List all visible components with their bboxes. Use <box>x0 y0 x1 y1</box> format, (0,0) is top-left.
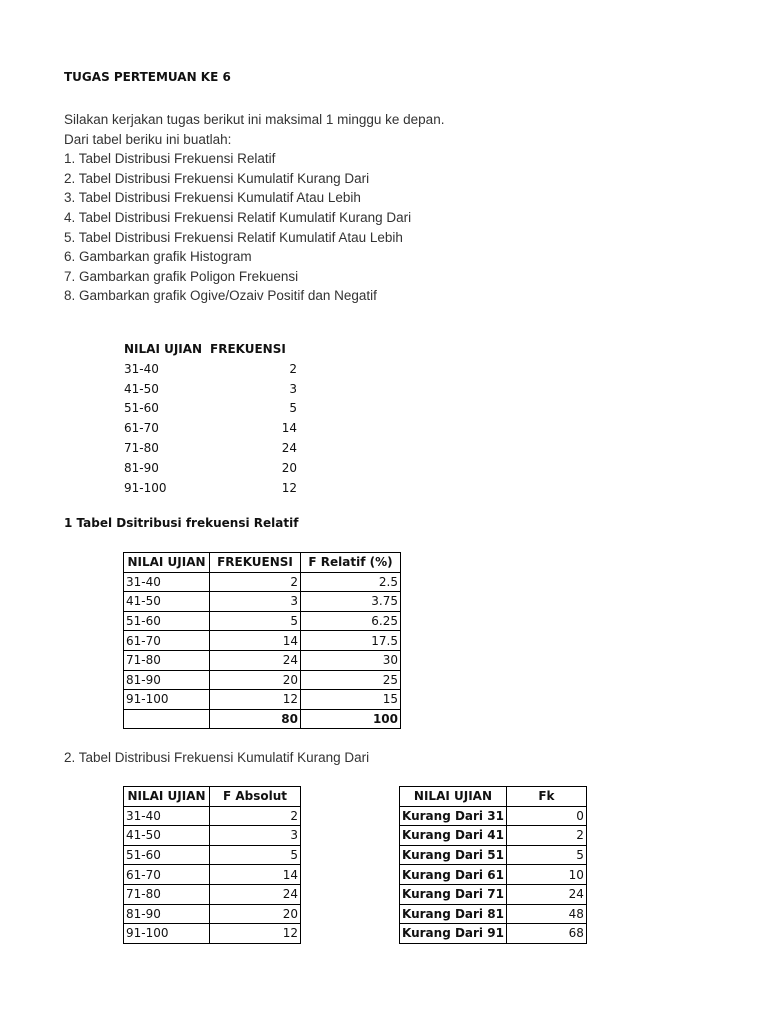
table-row <box>400 865 587 885</box>
cell-absolute: 14 <box>210 865 301 885</box>
cell-relative: 17.5 <box>301 631 401 651</box>
table-row <box>124 419 300 439</box>
cell-boundary: Kurang Dari 81 <box>400 904 507 924</box>
table-row <box>124 865 301 885</box>
table-row <box>124 479 300 499</box>
table-row <box>124 631 401 651</box>
cell-range: 61-70 <box>124 631 210 651</box>
instruction-line: Silakan kerjakan tugas berikut ini maksimal 1 minggu ke depan. <box>64 112 445 127</box>
instruction-line: 7. Gambarkan grafik Poligon Frekuensi <box>64 268 299 284</box>
cell-absolute: 12 <box>210 924 301 944</box>
table-row <box>400 904 587 924</box>
cell-frequency: 20 <box>281 460 297 475</box>
cell-cumulative: 24 <box>506 884 586 904</box>
cell-range: 51-60 <box>124 845 210 865</box>
table-row <box>124 459 300 479</box>
cell-range: 81-90 <box>124 460 159 475</box>
instruction-line: 5. Tabel Distribusi Frekuensi Relatif Kumulatif Atau Lebih <box>64 229 403 245</box>
cell-frequency: 14 <box>281 421 297 436</box>
cell-range: 91-100 <box>124 690 210 710</box>
cell-total-frequency: 80 <box>210 709 301 729</box>
cell-absolute: 24 <box>210 884 301 904</box>
cell-boundary: Kurang Dari 71 <box>400 884 507 904</box>
table-row <box>124 806 301 826</box>
cell-cumulative: 5 <box>506 845 586 865</box>
header-frekuensi: FREKUENSI <box>210 342 286 356</box>
header-nilai-ujian: NILAI UJIAN <box>124 553 210 573</box>
instruction-line: 8. Gambarkan grafik Ogive/Ozaiv Positif dan Negatif <box>64 288 377 304</box>
header-nilai-ujian: NILAI UJIAN <box>400 787 507 807</box>
cell-range: 81-90 <box>124 670 210 690</box>
cell-boundary: Kurang Dari 31 <box>400 806 507 826</box>
cell-absolute: 20 <box>210 904 301 924</box>
cell-range: 61-70 <box>124 421 159 436</box>
table-header-row <box>400 787 587 807</box>
instruction-line: 1. Tabel Distribusi Frekuensi Relatif <box>64 151 276 167</box>
cell-range: 51-60 <box>124 401 159 416</box>
cell-relative: 6.25 <box>301 611 401 631</box>
table-total-row <box>124 709 401 729</box>
cell-range: 81-90 <box>124 904 210 924</box>
cell-range: 71-80 <box>124 884 210 904</box>
header-fk: Fk <box>506 787 586 807</box>
table-row <box>124 690 401 710</box>
cell-frequency: 5 <box>289 401 297 416</box>
cell-range: 61-70 <box>124 865 210 885</box>
table-row <box>124 650 401 670</box>
cell-frequency: 3 <box>289 381 297 396</box>
table-row <box>400 806 587 826</box>
cell-total-relative: 100 <box>301 709 401 729</box>
header-f-absolut: F Absolut <box>210 787 301 807</box>
table-row <box>124 360 300 380</box>
table-row <box>124 399 300 419</box>
table-row <box>124 904 301 924</box>
cell-cumulative: 10 <box>506 865 586 885</box>
cell-frequency: 14 <box>210 631 301 651</box>
instruction-line: 3. Tabel Distribusi Frekuensi Kumulatif Atau Lebih <box>64 190 361 206</box>
cell-range: 51-60 <box>124 611 210 631</box>
cell-range: 91-100 <box>124 924 210 944</box>
cell-total-label <box>124 709 210 729</box>
table-row <box>124 439 300 459</box>
cumulative-less-than-table <box>399 786 587 944</box>
table-row <box>400 845 587 865</box>
table-header-row <box>124 340 300 360</box>
relative-frequency-table <box>123 552 401 729</box>
cell-boundary: Kurang Dari 51 <box>400 845 507 865</box>
table-row <box>124 611 401 631</box>
cell-absolute: 3 <box>210 826 301 846</box>
document-title: TUGAS PERTEMUAN KE 6 <box>64 70 231 84</box>
cell-boundary: Kurang Dari 61 <box>400 865 507 885</box>
section-2-heading: 2. Tabel Distribusi Frekuensi Kumulatif Kurang Dari <box>64 750 370 765</box>
cell-relative: 25 <box>301 670 401 690</box>
header-nilai-ujian: NILAI UJIAN <box>124 787 210 807</box>
cell-range: 71-80 <box>124 440 159 455</box>
cell-frequency: 2 <box>289 361 297 376</box>
table-header-row <box>124 787 301 807</box>
cell-relative: 3.75 <box>301 592 401 612</box>
table-row <box>400 826 587 846</box>
instruction-line: 4. Tabel Distribusi Frekuensi Relatif Kumulatif Kurang Dari <box>64 209 412 225</box>
cell-boundary: Kurang Dari 91 <box>400 924 507 944</box>
table-header-row <box>124 553 401 573</box>
section-1-heading: 1 Tabel Dsitribusi frekuensi Relatif <box>64 516 299 530</box>
table-row <box>124 845 301 865</box>
cell-boundary: Kurang Dari 41 <box>400 826 507 846</box>
instruction-line: 2. Tabel Distribusi Frekuensi Kumulatif Kurang Dari <box>64 170 370 186</box>
instructions <box>64 110 444 306</box>
cell-frequency: 3 <box>210 592 301 612</box>
table-row <box>124 572 401 592</box>
cell-range: 91-100 <box>124 480 167 495</box>
table-row <box>124 380 300 400</box>
cell-frequency: 12 <box>210 690 301 710</box>
table-row <box>124 924 301 944</box>
cell-frequency: 24 <box>210 650 301 670</box>
cell-range: 41-50 <box>124 826 210 846</box>
header-f-relatif: F Relatif (%) <box>301 553 401 573</box>
cell-frequency: 12 <box>281 480 297 495</box>
cell-relative: 30 <box>301 650 401 670</box>
cell-range: 71-80 <box>124 650 210 670</box>
cell-frequency: 5 <box>210 611 301 631</box>
cell-range: 31-40 <box>124 361 159 376</box>
cell-relative: 2.5 <box>301 572 401 592</box>
absolute-frequency-table <box>123 786 301 944</box>
cell-cumulative: 68 <box>506 924 586 944</box>
cell-cumulative: 48 <box>506 904 586 924</box>
cell-absolute: 2 <box>210 806 301 826</box>
table-row <box>124 670 401 690</box>
table-row <box>400 884 587 904</box>
cell-cumulative: 0 <box>506 806 586 826</box>
cell-frequency: 20 <box>210 670 301 690</box>
instruction-line: 6. Gambarkan grafik Histogram <box>64 249 252 265</box>
cell-range: 41-50 <box>124 592 210 612</box>
cell-range: 31-40 <box>124 572 210 592</box>
table-row <box>124 826 301 846</box>
cell-range: 31-40 <box>124 806 210 826</box>
cell-relative: 15 <box>301 690 401 710</box>
cell-frequency: 2 <box>210 572 301 592</box>
header-frekuensi: FREKUENSI <box>210 553 301 573</box>
source-data-table <box>124 340 300 498</box>
table-row <box>124 884 301 904</box>
cell-absolute: 5 <box>210 845 301 865</box>
instruction-line: Dari tabel beriku ini buatlah: <box>64 131 232 147</box>
header-nilai-ujian: NILAI UJIAN <box>124 342 203 356</box>
cell-range: 41-50 <box>124 381 159 396</box>
table-row <box>124 592 401 612</box>
cell-frequency: 24 <box>281 440 297 455</box>
cell-cumulative: 2 <box>506 826 586 846</box>
table-row <box>400 924 587 944</box>
